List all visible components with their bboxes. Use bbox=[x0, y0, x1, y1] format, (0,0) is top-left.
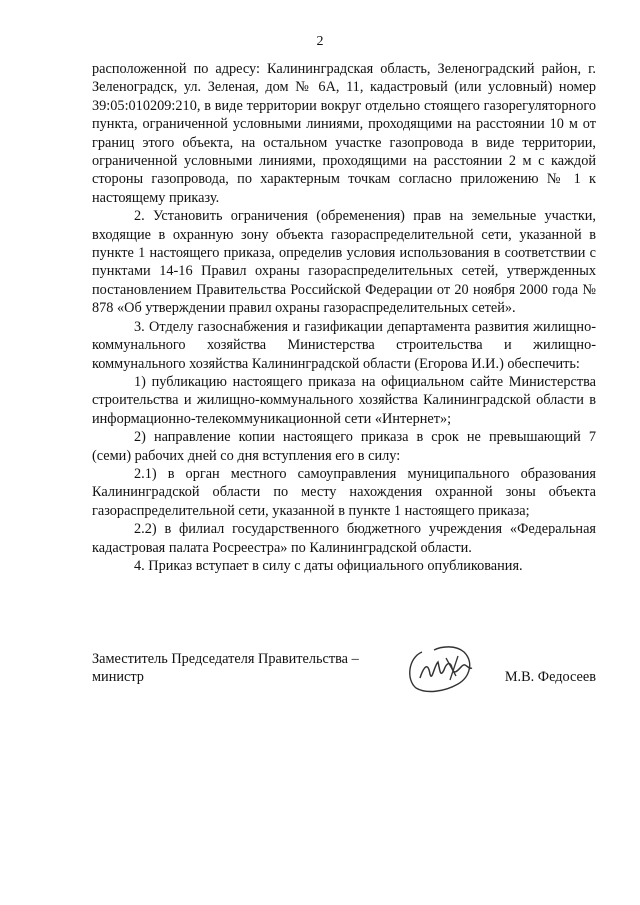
signatory-name: М.В. Федосеев bbox=[504, 669, 596, 685]
paragraph-subitem-2-1: 2.1) в орган местного самоуправления муниципального образования Калининградской области по месту нахождения охранной зоны объекта газораспределительной сети, указанной в пункте 1 настоящего приказа; bbox=[92, 465, 596, 519]
paragraph-item-4: 4. Приказ вступает в силу с даты официального опубликования. bbox=[134, 557, 523, 574]
paragraph-address-continuation: расположенной по адресу: Калининградская область, Зеленоградский район, г. Зеленоградск, ул. Зеленая, дом № 6А, 11, кадастровый (или условный) номер 39:05:010209:210, в виде территории вокруг отдельно стоящего газорегуляторного пункта, ограниченной условными линиями, проходящими на расстоянии 10 м от границ этого объекта, на остальном участке газопровода в виде территории, ограниченной условными линиями, проходящими на расстоянии 2 м с каждой стороны газопровода, по характерным точкам согласно приложению № 1 к настоящему приказу. bbox=[92, 61, 596, 206]
paragraph-item-3: 3. Отделу газоснабжения и газификации департамента развития жилищно-коммунального хозяйства Министерства строительства и жилищно-коммунального хозяйства Калининградской области (Егорова И.И.) обеспечить: bbox=[92, 318, 596, 372]
signatory-position-line-1: Заместитель Председателя Правительства – bbox=[92, 651, 359, 667]
signature-block bbox=[92, 650, 596, 710]
signatory-position-line-2: министр bbox=[92, 669, 144, 686]
paragraph-subitem-2: 2) направление копии настоящего приказа в срок не превышающий 7 (семи) рабочих дней со дня вступления его в силу: bbox=[92, 429, 596, 464]
handwritten-signature bbox=[402, 640, 482, 696]
signatory-position bbox=[92, 650, 392, 687]
page-number: 2 bbox=[316, 34, 324, 49]
paragraph-subitem-2-2: 2.2) в филиал государственного бюджетного учреждения «Федеральная кадастровая палата Росреестра» по Калининградской области. bbox=[92, 521, 596, 556]
paragraph-item-2: 2. Установить ограничения (обременения) прав на земельные участки, входящие в охранную зону объекта газораспределительной сети, указанной в пункте 1 настоящего приказа, определив условия использования в соответствии с пунктами 14-16 Правил охраны газораспределительных сетей, утвержденных постановлением Правительства Российской Федерации от 20 ноября 2000 года № 878 «Об утверждении правил охраны газораспределительных сетей». bbox=[92, 208, 596, 317]
document-body bbox=[92, 60, 596, 575]
paragraph-subitem-1: 1) публикацию настоящего приказа на официальном сайте Министерства строительства и жилищно-коммунального хозяйства Калининградской области в информационно-телекоммуникационной сети «Интернет»; bbox=[92, 373, 596, 427]
